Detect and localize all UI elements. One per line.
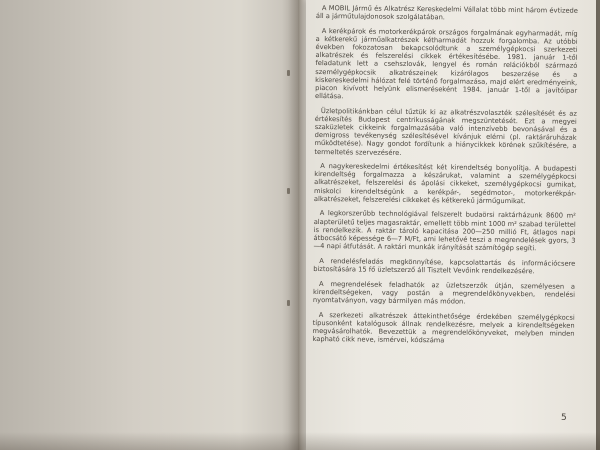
binding-stitch xyxy=(287,300,290,306)
paragraph: A kerékpárok és motorkerékpárok országos forgalmának egyharmadát, míg a kétkerekű járműalkatrészek kétharmadát hozzuk forgalomba. Az utóbbi években fokozatosan bekapcsolódtunk a személygépkocsi szerkezeti alkatrészek és felszerelési cikkek értékesítésébe. 1981. január 1-től feladatunk lett a csehszlovák, lengyel és román relációkból származó személygépkocsik alkatrészeinek kizárólagos beszerzése és a kiskereskedelmi hálózat felé történő forgalmazása, majd elért eredményeink, piacon kivívott helyünk elismeréseként 1984. január 1-től a javítóipar ellátása. xyxy=(314,26,578,101)
paragraph: A megrendelések feladhatók az üzletszerzők útján, személyesen a kirendeltségeken, vagy postán a megrendelőkönyvekben, rendelési nyomtatványon, vagy bármilyen más módon. xyxy=(312,279,576,306)
bottom-shadow xyxy=(0,432,600,450)
paragraph: A legkorszerűbb technológiával felszerelt budaörsi raktárházunk 8600 m² alapterületű teljes magasraktár, emellett több mint 1000 m² szabad területtel is rendelkezik. A raktár tároló kapacitása 200—250 millió Ft, átlagos napi átbocsátó képessége 6—7 M/Ft, ami lehetővé teszi a megrendelések gyors, 3—4 napi átfutását. A raktári munkák irányítását számítógép segíti. xyxy=(313,209,576,253)
page-number: 5 xyxy=(561,413,567,423)
page-body-text xyxy=(312,4,578,352)
binding-stitch xyxy=(287,188,290,194)
paragraph: A nagykereskedelmi értékesítést két kirendeltség bonyolítja. A budapesti kirendeltség forgalmazza a készárukat, valamint a személygépkocsi alkatrészeket, felszerelési és ápolási cikkeket, személygépkocsi gumikat, miskolci kirendeltségünk a kerékpár-, segédmotor-, motorkerékpár-alkatrészeket, felszerelési cikkeket és kétkerekű járműgumikat. xyxy=(313,162,577,205)
paragraph: A MOBIL Jármű és Alkatrész Kereskedelmi Vállalat több mint három évtizede áll a járműtulajdonosok szolgálatában. xyxy=(315,4,578,22)
binding-stitch xyxy=(287,70,290,76)
paragraph: A rendelésfeladás megkönnyítése, kapcsolattartás és információcsere biztosítására 15 fő üzletszerző áll Tisztelt Vevőink rendelkezésére. xyxy=(313,256,576,276)
paragraph: A szerkezeti alkatrészek áttekinthetősége érdekében személygépkocsi típusonként katalógusok állnak rendelkezésre, melyek a kirendeltségeken megvásárolhatók. Bevezettük a megrendelőkönyveket, melyben minden kapható cikk neve, ismérvei, kódszáma xyxy=(312,310,575,345)
paragraph: Üzletpolitikánkban célul tűztük ki az alkatrészvolaszték szélesítését és az értékesítés Budapest centrikusságának megszüntetését. Ezt a megyei szaküzletek cikkeink forgalmazásába való intenzívebb bevonásával és a demigross tevékenység szélesítésével kívánjuk elérni (pl. raktáráruházak működtetése). Nagy gondot fordítunk a hiánycikkek körének szűkítésére, a termeltetés szervezésére. xyxy=(314,106,577,157)
